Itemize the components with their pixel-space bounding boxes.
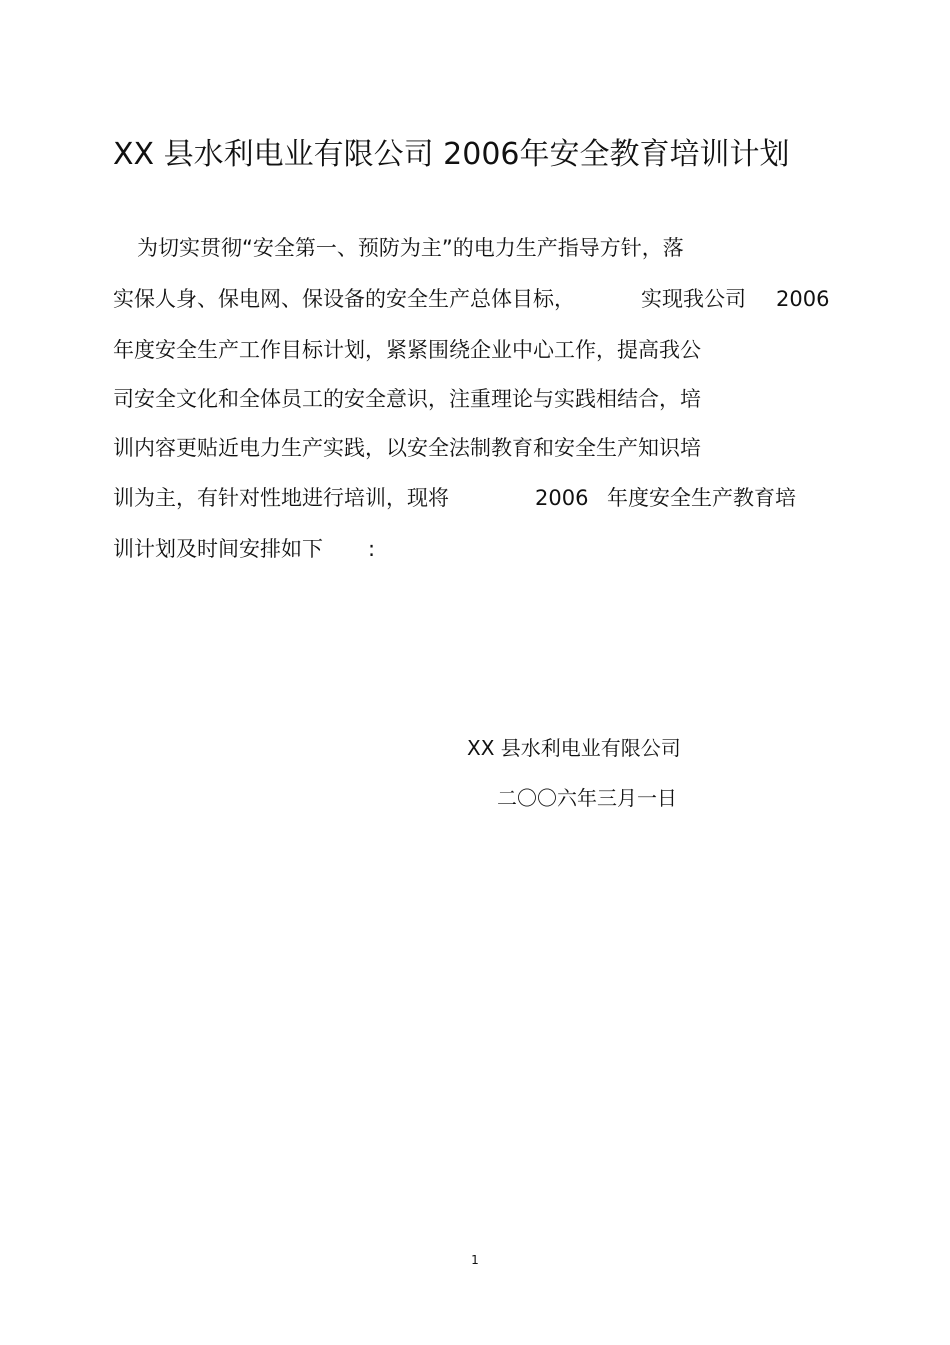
page-number: 1 xyxy=(471,1253,479,1267)
paragraph-line-6-year: 2006 xyxy=(535,486,589,510)
paragraph-line-4: 司安全文化和全体员工的安全意识，注重理论与实践相结合，培 xyxy=(113,387,701,411)
paragraph-line-3: 年度安全生产工作目标计划，紧紧围绕企业中心工作，提高我公 xyxy=(113,338,701,362)
signature-date: 二〇〇六年三月一日 xyxy=(497,786,677,810)
paragraph-line-1: 为切实贯彻“安全第一、预防为主”的电力生产指导方针，落 xyxy=(137,236,684,260)
paragraph-line-7: 训计划及时间安排如下 xyxy=(113,537,323,561)
paragraph-line-7-colon: : xyxy=(368,537,376,561)
paragraph-line-2b: 实现我公司 xyxy=(641,287,746,311)
paragraph-line-5: 训内容更贴近电力生产实践，以安全法制教育和安全生产知识培 xyxy=(113,436,701,460)
paragraph-line-2-year: 2006 xyxy=(776,287,830,311)
document-title: XX 县水利电业有限公司 2006年安全教育培训计划 xyxy=(113,137,790,172)
paragraph-line-6b: 年度安全生产教育培 xyxy=(607,486,796,510)
paragraph-line-6a: 训为主，有针对性地进行培训，现将 xyxy=(113,486,449,510)
signature-company: XX 县水利电业有限公司 xyxy=(467,736,681,760)
paragraph-line-2a: 实保人身、保电网、保设备的安全生产总体目标， xyxy=(113,287,575,311)
